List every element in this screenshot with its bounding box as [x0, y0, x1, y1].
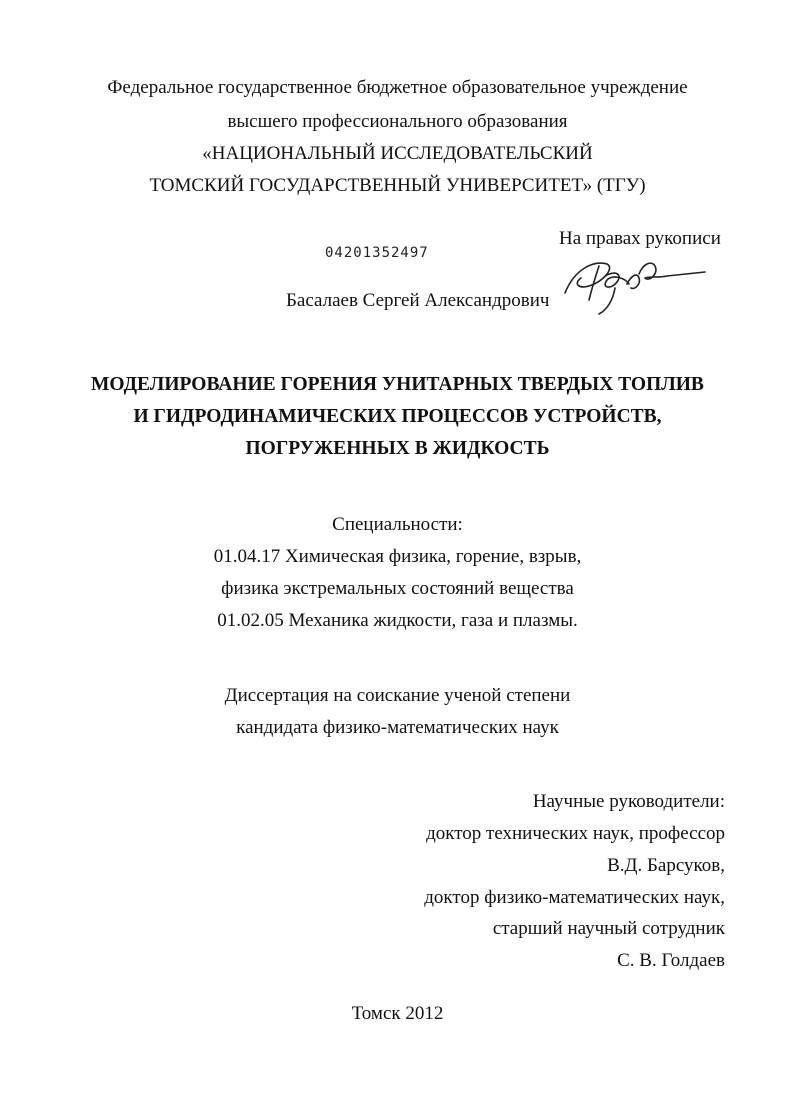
- author-name: Басалаев Сергей Александрович: [286, 290, 550, 311]
- org-line-1: Федеральное государственное бюджетное образовательное учреждение: [107, 77, 688, 98]
- supervisor-line-5: С. В. Голдаев: [617, 950, 725, 971]
- specialty-line-3: 01.02.05 Механика жидкости, газа и плазмы.: [217, 610, 578, 631]
- org-line-2: высшего профессионального образования: [227, 111, 568, 132]
- supervisors-heading: Научные руководители:: [532, 791, 725, 812]
- supervisor-line-2: В.Д. Барсуков,: [607, 855, 725, 876]
- specialties-heading: Специальности:: [332, 514, 463, 535]
- handwritten-signature-icon: [555, 248, 715, 318]
- specialty-line-1: 01.04.17 Химическая физика, горение, взрыв,: [213, 546, 582, 567]
- city-year: Томск 2012: [351, 1003, 444, 1024]
- title-line-1: МОДЕЛИРОВАНИЕ ГОРЕНИЯ УНИТАРНЫХ ТВЕРДЫХ ТОПЛИВ: [91, 374, 704, 395]
- degree-line-2: кандидата физико-математических наук: [236, 717, 559, 738]
- org-line-4: ТОМСКИЙ ГОСУДАРСТВЕННЫЙ УНИВЕРСИТЕТ» (ТГУ): [149, 175, 646, 196]
- title-line-3: ПОГРУЖЕННЫХ В ЖИДКОСТЬ: [245, 438, 550, 459]
- org-line-3: «НАЦИОНАЛЬНЫЙ ИССЛЕДОВАТЕЛЬСКИЙ: [202, 143, 593, 164]
- supervisor-line-4: старший научный сотрудник: [492, 918, 725, 939]
- supervisor-line-3: доктор физико-математических наук,: [424, 887, 725, 908]
- specialty-line-2: физика экстремальных состояний вещества: [221, 578, 574, 599]
- supervisor-line-1: доктор технических наук, профессор: [426, 823, 725, 844]
- registry-code: 04201352497: [325, 245, 429, 261]
- manuscript-note: На правах рукописи: [559, 228, 721, 249]
- title-line-2: И ГИДРОДИНАМИЧЕСКИХ ПРОЦЕССОВ УСТРОЙСТВ,: [133, 406, 662, 427]
- degree-line-1: Диссертация на соискание ученой степени: [224, 685, 571, 706]
